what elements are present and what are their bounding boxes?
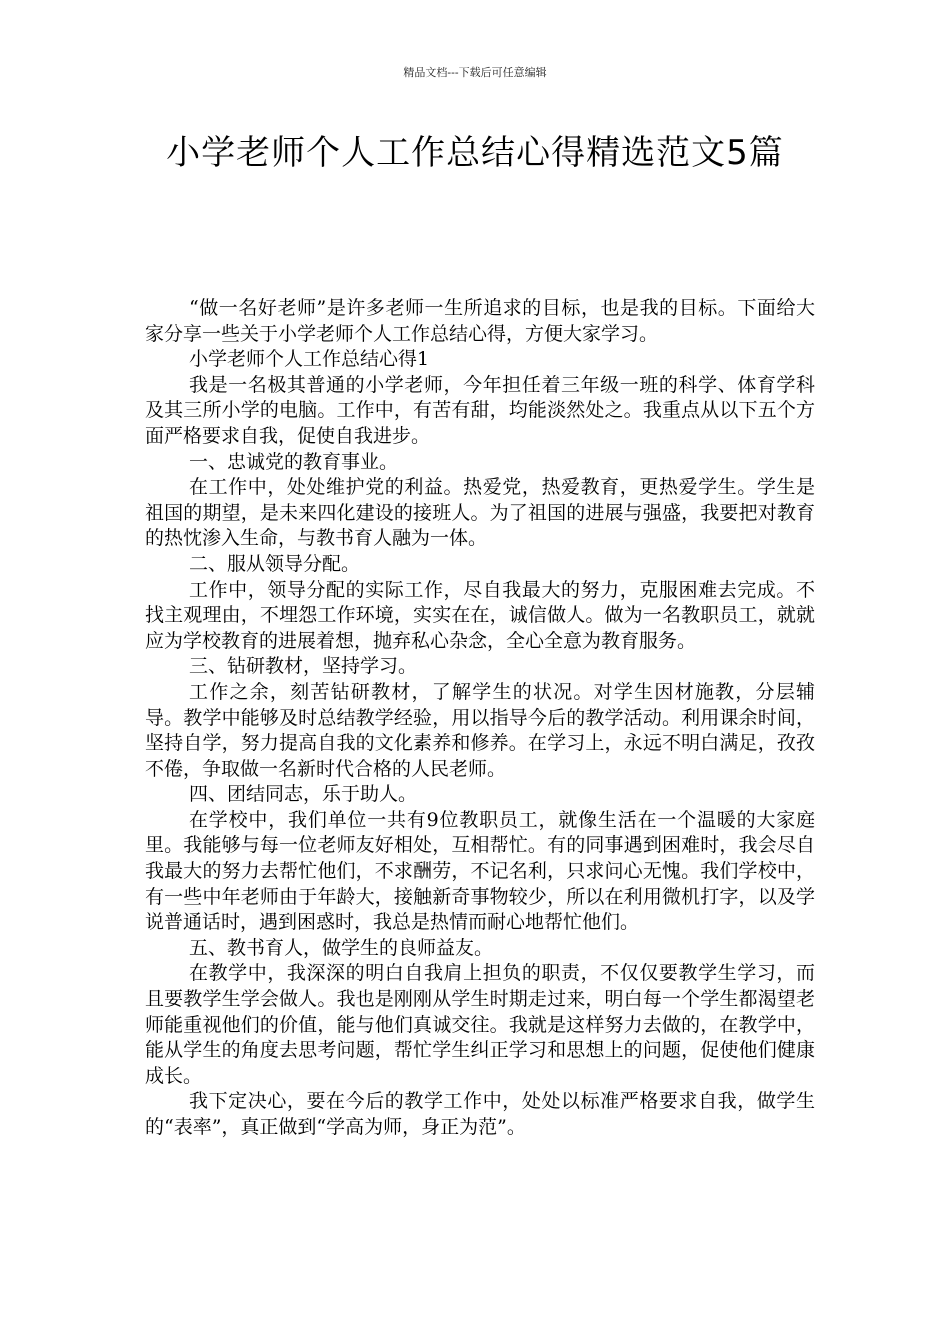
section-heading: 小学老师个人工作总结心得1 [189,348,430,371]
body-paragraph: 我是一名极其普通的小学老师，今年担任着三年级一班的科学、体育学科及其三所小学的电脑。工作中，有苦有甜，均能淡然处之。我重点从以下五个方面严格要求自我，促使自我进步。 [145,373,815,447]
body-paragraph: 在学校中，我们单位一共有9位教职员工，就像生活在一个温暖的大家庭里。我能够与每一位老师友好相处，互相帮忙。有的同事遇到困难时，我会尽自我最大的努力去帮忙他们，不求酬劳，不记名利，只求问心无愧。我们学校中，有一些中年老师由于年龄大，接触新奇事物较少，所以在利用微机打字，以及学说普通话时，遇到困惑时，我总是热情而耐心地帮忙他们。 [145,808,815,934]
point-heading: 二、服从领导分配。 [189,552,361,575]
point-heading: 一、忠诚党的教育事业。 [189,450,399,473]
header-note: 精品文档---下载后可任意编辑 [403,66,547,79]
document-title: 小学老师个人工作总结心得精选范文5篇 [166,133,784,173]
point-heading: 三、钻研教材，坚持学习。 [189,655,418,678]
body-paragraph: 在教学中，我深深的明白自我肩上担负的职责，不仅仅要教学生学习，而且要教学生学会做人。我也是刚刚从学生时期走过来，明白每一个学生都渴望老师能重视他们的价值，能与他们真诚交往。我就是这样努力去做的，在教学中，能从学生的角度去思考问题，帮忙学生纠正学习和思想上的问题，促使他们健康成长。 [145,962,815,1087]
closing-paragraph: 我下定决心，要在今后的教学工作中，处处以标准严格要求自我，做学生的“表率”，真正做到“学高为师，身正为范”。 [145,1090,815,1138]
body-paragraph: 工作之余，刻苦钻研教材，了解学生的状况。对学生因材施教，分层辅导。教学中能够及时总结教学经验，用以指导今后的教学活动。利用课余时间，坚持自学，努力提高自我的文化素养和修养。在学习上，永远不明白满足，孜孜不倦，争取做一名新时代合格的人民老师。 [145,680,815,780]
document-body [145,296,815,1141]
body-paragraph: 在工作中，处处维护党的利益。热爱党，热爱教育，更热爱学生。学生是祖国的期望，是未来四化建设的接班人。为了祖国的进展与强盛，我要把对教育的热忱渗入生命，与教书育人融为一体。 [145,476,815,550]
body-paragraph: 工作中，领导分配的实际工作，尽自我最大的努力，克服困难去完成。不找主观理由，不埋怨工作环境，实实在在，诚信做人。做为一名教职员工，就就应为学校教育的进展着想，抛弃私心杂念，全心全意为教育服务。 [145,578,815,652]
point-heading: 四、团结同志，乐于助人。 [189,783,418,806]
point-heading: 五、教书育人，做学生的良师益友。 [189,936,494,959]
intro-paragraph: “做一名好老师”是许多老师一生所追求的目标，也是我的目标。下面给大家分享一些关于小学老师个人工作总结心得，方便大家学习。 [145,297,815,345]
